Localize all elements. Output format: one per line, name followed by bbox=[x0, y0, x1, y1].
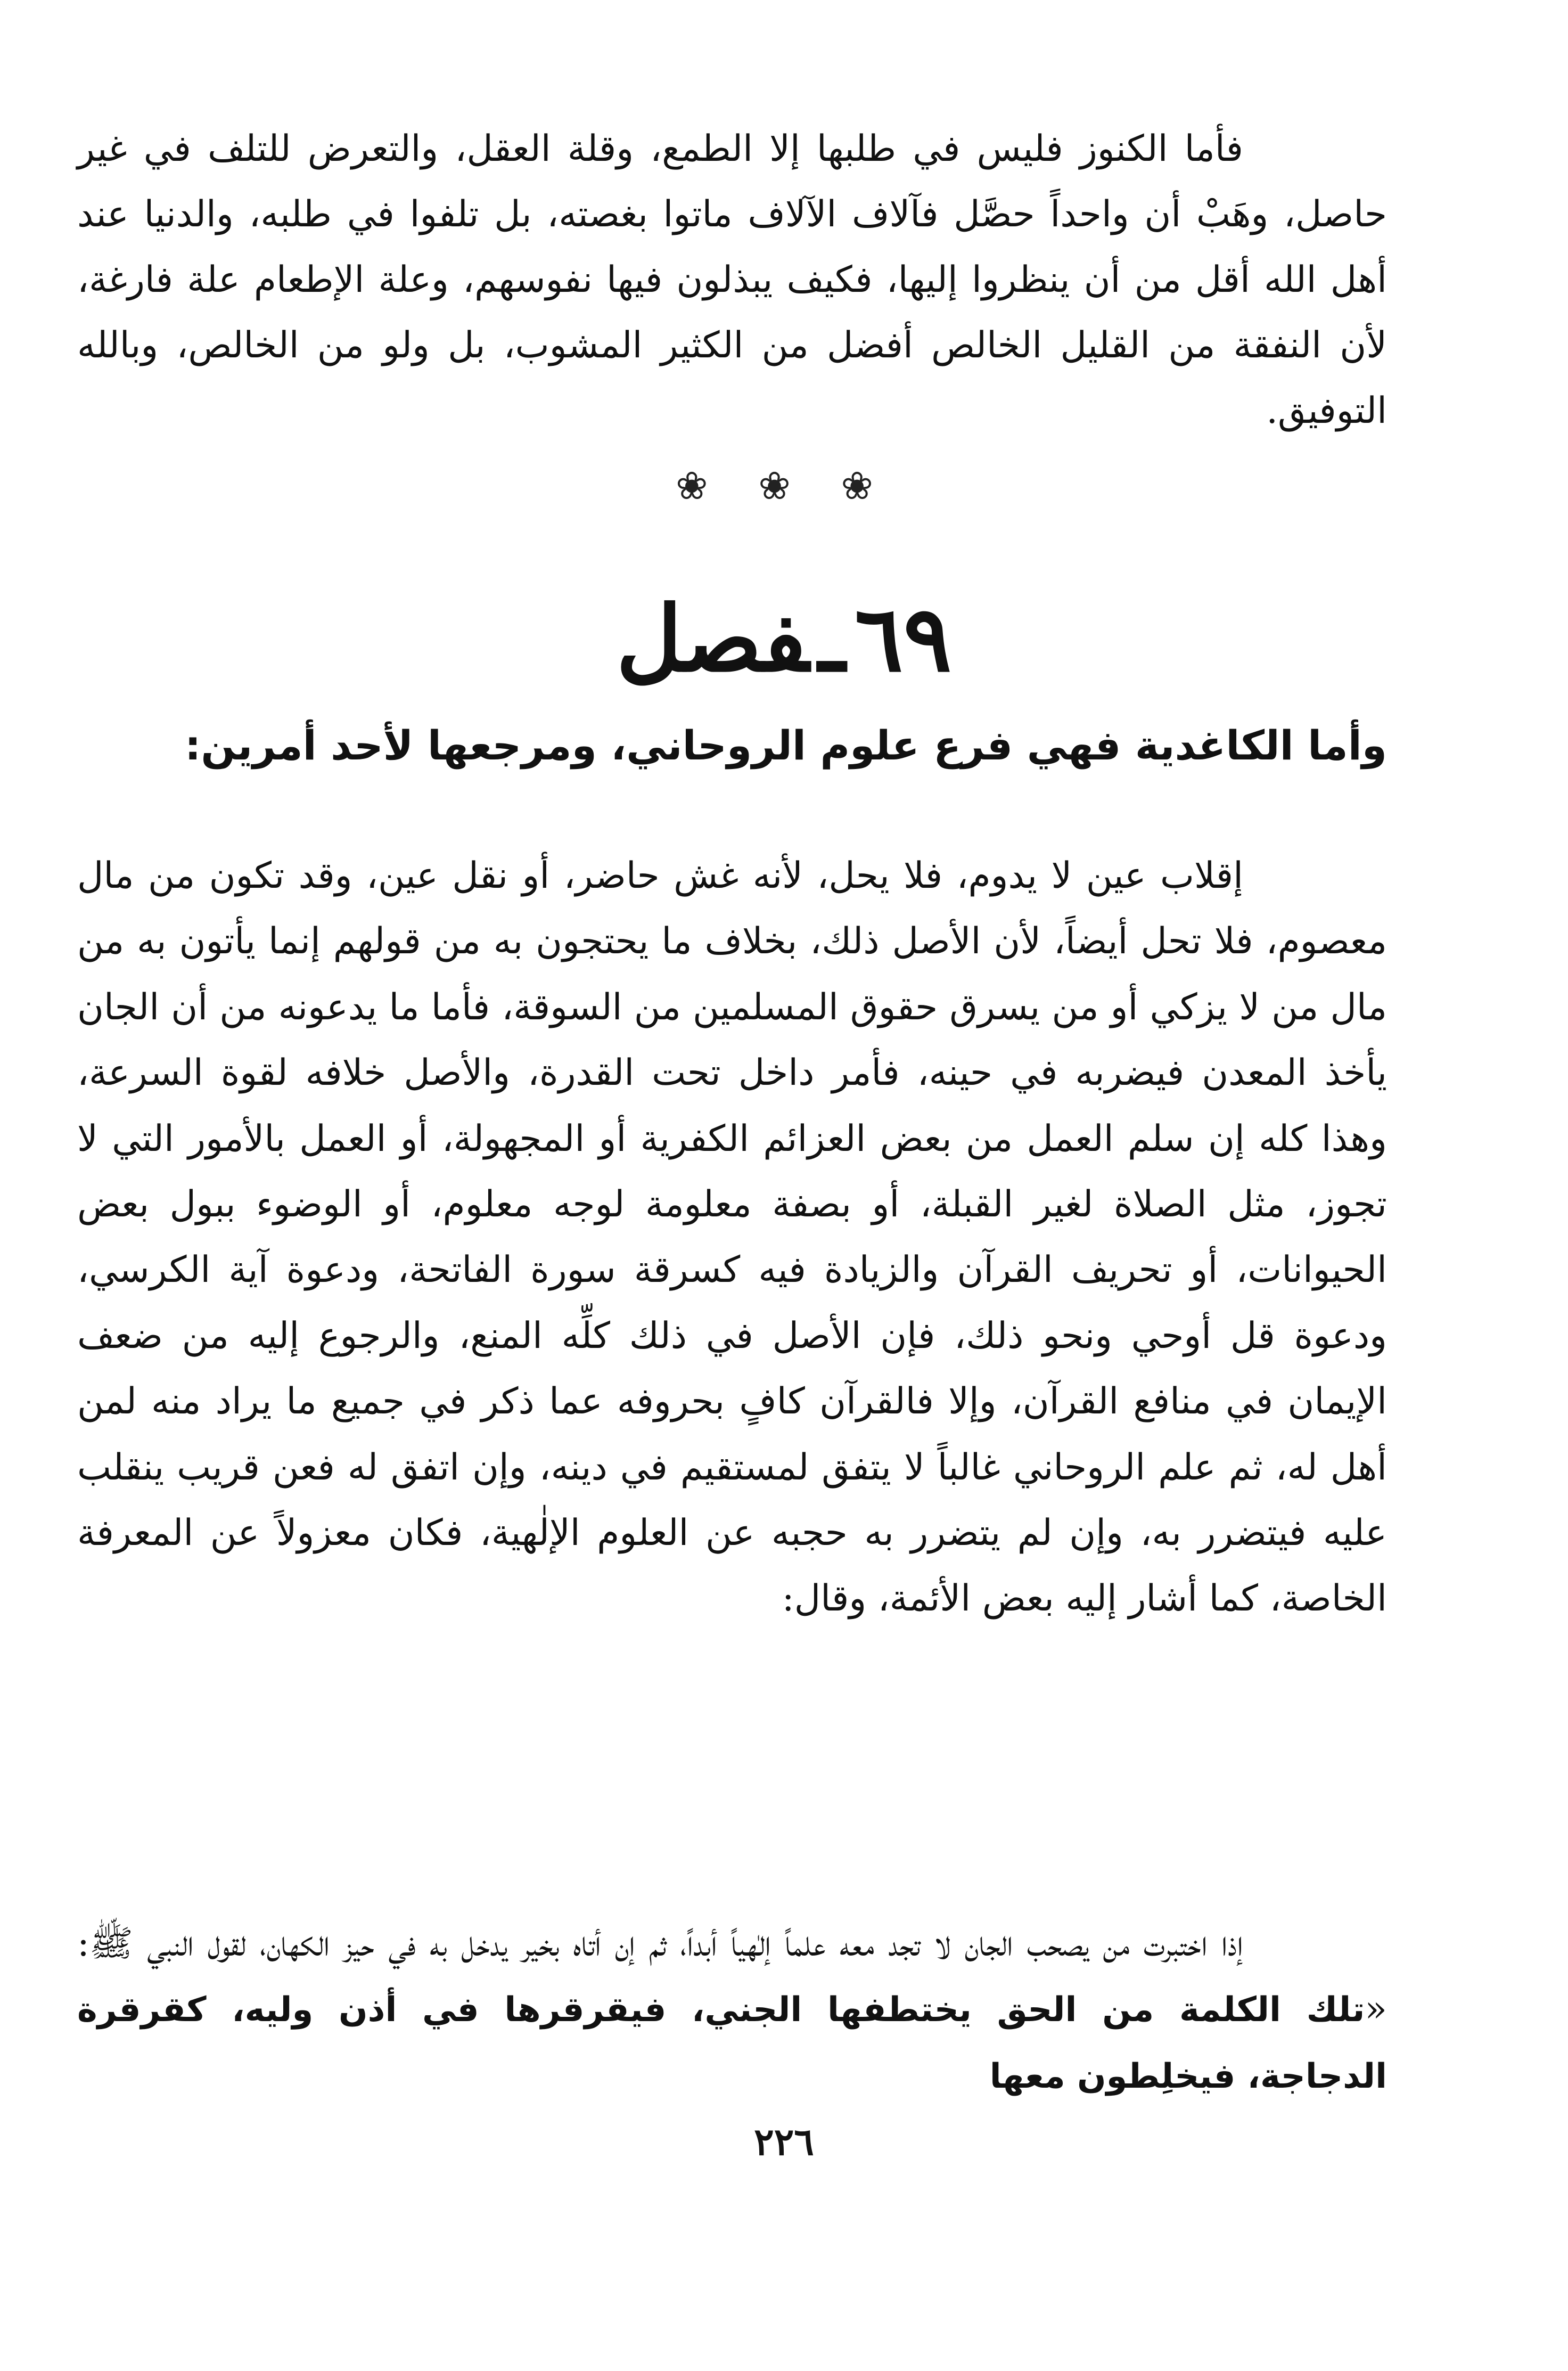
section-ornament: ❀ ❀ ❀ bbox=[676, 463, 892, 508]
paragraph-top: فأما الكنوز فليس في طلبها إلا الطمع، وقلة العقل، والتعرض للتلف في غير حاصل، وهَبْ أن واحداً حصَّل فآلاف الآلاف ماتوا بغصته، بل تلفوا في طلبه، والدنيا عند أهل الله أقل من أن ينظروا إليها، فكيف يبذلون فيها نفوسهم، وعلة الإطعام علة فارغة، لأن النفقة من القليل الخالص أفضل من الكثير المشوب، بل ولو من الخالص، وبالله التوفيق. bbox=[77, 128, 1387, 432]
paragraph-main: إقلاب عين لا يدوم، فلا يحل، لأنه غش حاضر، أو نقل عين، وقد تكون من مال معصوم، فلا تحل أيضاً، لأن الأصل ذلك، بخلاف ما يحتجون به من قولهم إنما يأتون به من مال من لا يزكي أو من يسرق حقوق المسلمين من السوقة، فأما ما يدعونه من أن الجان يأخذ المعدن فيضربه في حينه، فأمر داخل تحت القدرة، والأصل خلافه لقوة السرعة، وهذا كله إن سلم العمل من بعض العزائم الكفرية أو المجهولة، أو العمل بالأمور التي لا تجوز، مثل الصلاة لغير القبلة، أو بصفة معلومة لوجه معلوم، أو الوضوء ببول بعض الحيوانات، أو تحريف القرآن والزيادة فيه كسرقة سورة الفاتحة، ودعوة آية الكرسي، ودعوة قل أوحي ونحو ذلك، فإن الأصل في ذلك كلِّه المنع، والرجوع إليه من ضعف الإيمان في منافع القرآن، وإلا فالقرآن كافٍ بحروفه عما ذكر في جميع ما يراد منه لمن أهل له، ثم علم الروحاني غالباً لا يتفق لمستقيم في دينه، وإن اتفق له فعن قريب ينقلب عليه فيتضرر به، وإن لم يتضرر به حجبه عن العلوم الإلٰهية، فكان معزولاً عن المعرفة الخاصة، كما أشار إليه بعض الأئمة، وقال: bbox=[77, 855, 1387, 1620]
section-word: فصل bbox=[616, 586, 809, 692]
section-separator: ـ bbox=[818, 586, 845, 692]
section-subheading: وأما الكاغدية فهي فرع علوم الروحاني، ومرجعها لأحد أمرين: bbox=[184, 722, 1387, 769]
section-number: ٦٩ bbox=[855, 586, 952, 692]
paragraph-last-text: إذا اختبرت من يصحب الجان لا تجد معه علماً إلٰهياً أبداً، ثم إن أتاه بخير يدخل به في حيز الكهان، لقول النبي ﷺ: « bbox=[77, 1923, 1387, 2030]
hadith-quote: تلك الكلمة من الحق يختطفها الجني، فيقرقرها في أذن وليه، كقرقرة الدجاجة، فيخلِطون معها bbox=[77, 1990, 1387, 2096]
page-number: ٢٢٦ bbox=[754, 2120, 814, 2164]
section-heading bbox=[0, 586, 1568, 692]
paragraph-last bbox=[77, 1911, 1387, 2110]
